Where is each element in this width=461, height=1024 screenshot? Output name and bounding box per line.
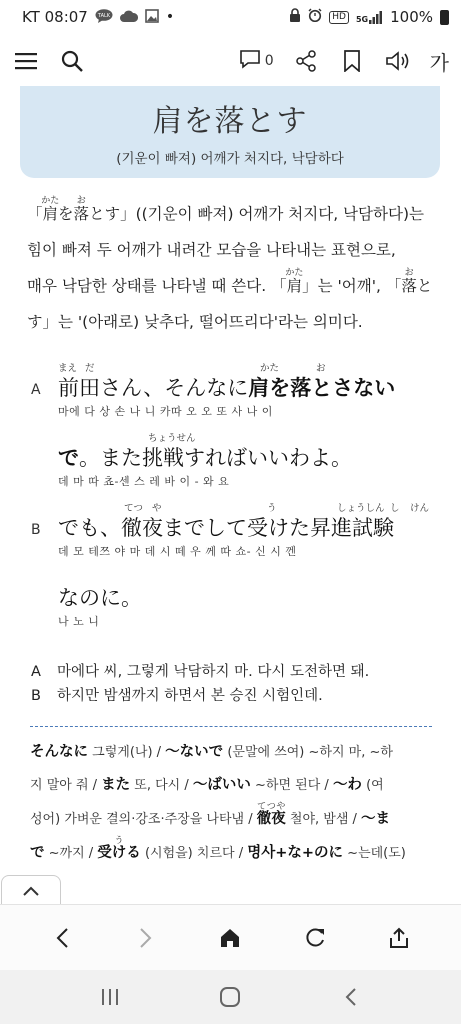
example-a-line-1 [28, 358, 438, 418]
ruby-text: ちょうせん [148, 433, 196, 444]
vocab-line-4: で ~까지 / 受けるう (시험을) 치르다 / 명사+な+のに ~는데(도) [30, 836, 406, 861]
app-bar-left [12, 47, 86, 75]
ruby-text: だ [85, 363, 95, 374]
ruby-text: や [152, 503, 162, 514]
share-upload-icon[interactable] [379, 918, 419, 958]
speaker-icon[interactable] [384, 47, 412, 75]
menu-icon[interactable] [12, 47, 40, 75]
ruby-text: けん [410, 503, 430, 514]
vocab-line-2: 지 말아 줘 / また 또, 다시 / 〜ばいい ~하면 된다 / 〜わ (여 [30, 777, 384, 793]
battery-icon [440, 10, 449, 25]
home-circle-icon[interactable] [210, 977, 250, 1017]
comment-button[interactable] [239, 49, 274, 73]
image-icon [145, 9, 159, 26]
speaker-letter: B [31, 522, 41, 538]
ruby-text: し [390, 503, 400, 514]
refresh-icon[interactable] [295, 918, 335, 958]
explanation-line-3: 매우 낙담한 상태를 나타낼 때 쓴다. 「肩かた」는 '어깨', 「落おと [27, 268, 433, 295]
lock-icon [289, 8, 301, 26]
example-jp: なのに。 [58, 586, 142, 610]
browser-bottom-nav [0, 904, 461, 970]
system-back-icon[interactable] [331, 977, 371, 1017]
ruby-text: まえ [58, 363, 78, 374]
vocab-line-3: 성어) 가벼운 결의·강조·주장을 나타냄 / 徹夜てつや 철야, 밤샘 / 〜ま [30, 802, 391, 827]
recents-icon[interactable] [90, 977, 130, 1017]
status-bar [0, 0, 461, 34]
svg-text:TALK: TALK [97, 12, 110, 19]
ruby-text: しょうしん [337, 503, 385, 514]
forward-icon[interactable] [126, 918, 166, 958]
translation-a: A 마에다 씨, 그렇게 낙담하지 마. 다시 도전하면 돼. [31, 664, 370, 680]
explanation-paragraph [27, 196, 437, 340]
ruby-text: お [316, 363, 326, 374]
vocabulary-list [30, 736, 435, 870]
status-right [289, 8, 449, 26]
font-size-button[interactable]: 가 [429, 50, 449, 75]
article-content [0, 86, 461, 904]
example-jp: で。また挑戦すればいいわよ。 [58, 446, 352, 470]
explanation-line-1: 「肩かたを落おとす」((기운이 빠져) 어깨가 처지다, 낙담하다)는 [27, 196, 424, 223]
battery-text: 100% [390, 8, 433, 26]
alarm-icon [308, 8, 322, 26]
app-bar [0, 38, 461, 84]
back-icon[interactable] [42, 918, 82, 958]
example-b-line-2 [28, 568, 438, 628]
ruby-text: う [267, 503, 277, 514]
page-title: 肩を落とす [152, 104, 308, 139]
carrier-time: KT 08:07 [22, 8, 88, 26]
chat-bubble-icon [95, 9, 113, 26]
ruby-text: てつ [124, 503, 144, 514]
pronunciation: 마에 다 상 손 나 니 카따 오 오 또 사 나 이 [58, 405, 273, 418]
notification-dot: • [165, 9, 175, 25]
vocab-line-1: そんなに 그렇게(나) / 〜ないで (문말에 쓰여) ~하지 마, ~하 [30, 744, 393, 760]
cloud-icon [120, 10, 138, 25]
speaker-letter: A [31, 382, 41, 398]
status-left [22, 8, 174, 26]
ruby-text: かた [260, 363, 280, 374]
hd-badge: HD [329, 11, 349, 24]
pronunciation: 데 모 테쯔 야 마 데 시 떼 우 께 따 쇼- 신 시 껜 [58, 545, 297, 558]
comment-icon [239, 49, 261, 73]
share-icon[interactable] [292, 47, 320, 75]
example-a-line-2 [28, 428, 438, 488]
bookmark-icon[interactable] [338, 47, 366, 75]
title-box [20, 86, 440, 178]
pronunciation: 데 마 따 쵸-센 스 레 바 이 - 와 요 [58, 475, 230, 488]
example-jp: でも、徹夜までして受けた昇進試験 [58, 516, 394, 540]
scroll-top-button[interactable] [1, 875, 61, 904]
title-translation: (기운이 빠져) 어깨가 처지다, 낙담하다 [116, 151, 344, 167]
section-divider [30, 726, 432, 727]
app-bar-right [239, 47, 449, 76]
translation-b: B 하지만 밤샘까지 하면서 본 승진 시험인데. [31, 688, 323, 704]
pronunciation: 나 노 니 [58, 615, 100, 628]
example-jp: 前田さん、そんなに肩を落とさない [58, 376, 396, 400]
example-b-line-1 [28, 498, 438, 558]
comment-count: 0 [264, 53, 274, 69]
chevron-up-icon [23, 881, 39, 900]
system-nav-bar [0, 970, 461, 1024]
explanation-line-4: す」는 '(아래로) 낮추다, 떨어뜨리다'라는 의미다. [27, 313, 363, 331]
explanation-line-2: 힘이 빠져 두 어깨가 내려간 모습을 나타내는 표현으로, [27, 241, 396, 259]
signal-icon: 5G [356, 11, 383, 24]
search-icon[interactable] [58, 47, 86, 75]
home-icon[interactable] [210, 918, 250, 958]
